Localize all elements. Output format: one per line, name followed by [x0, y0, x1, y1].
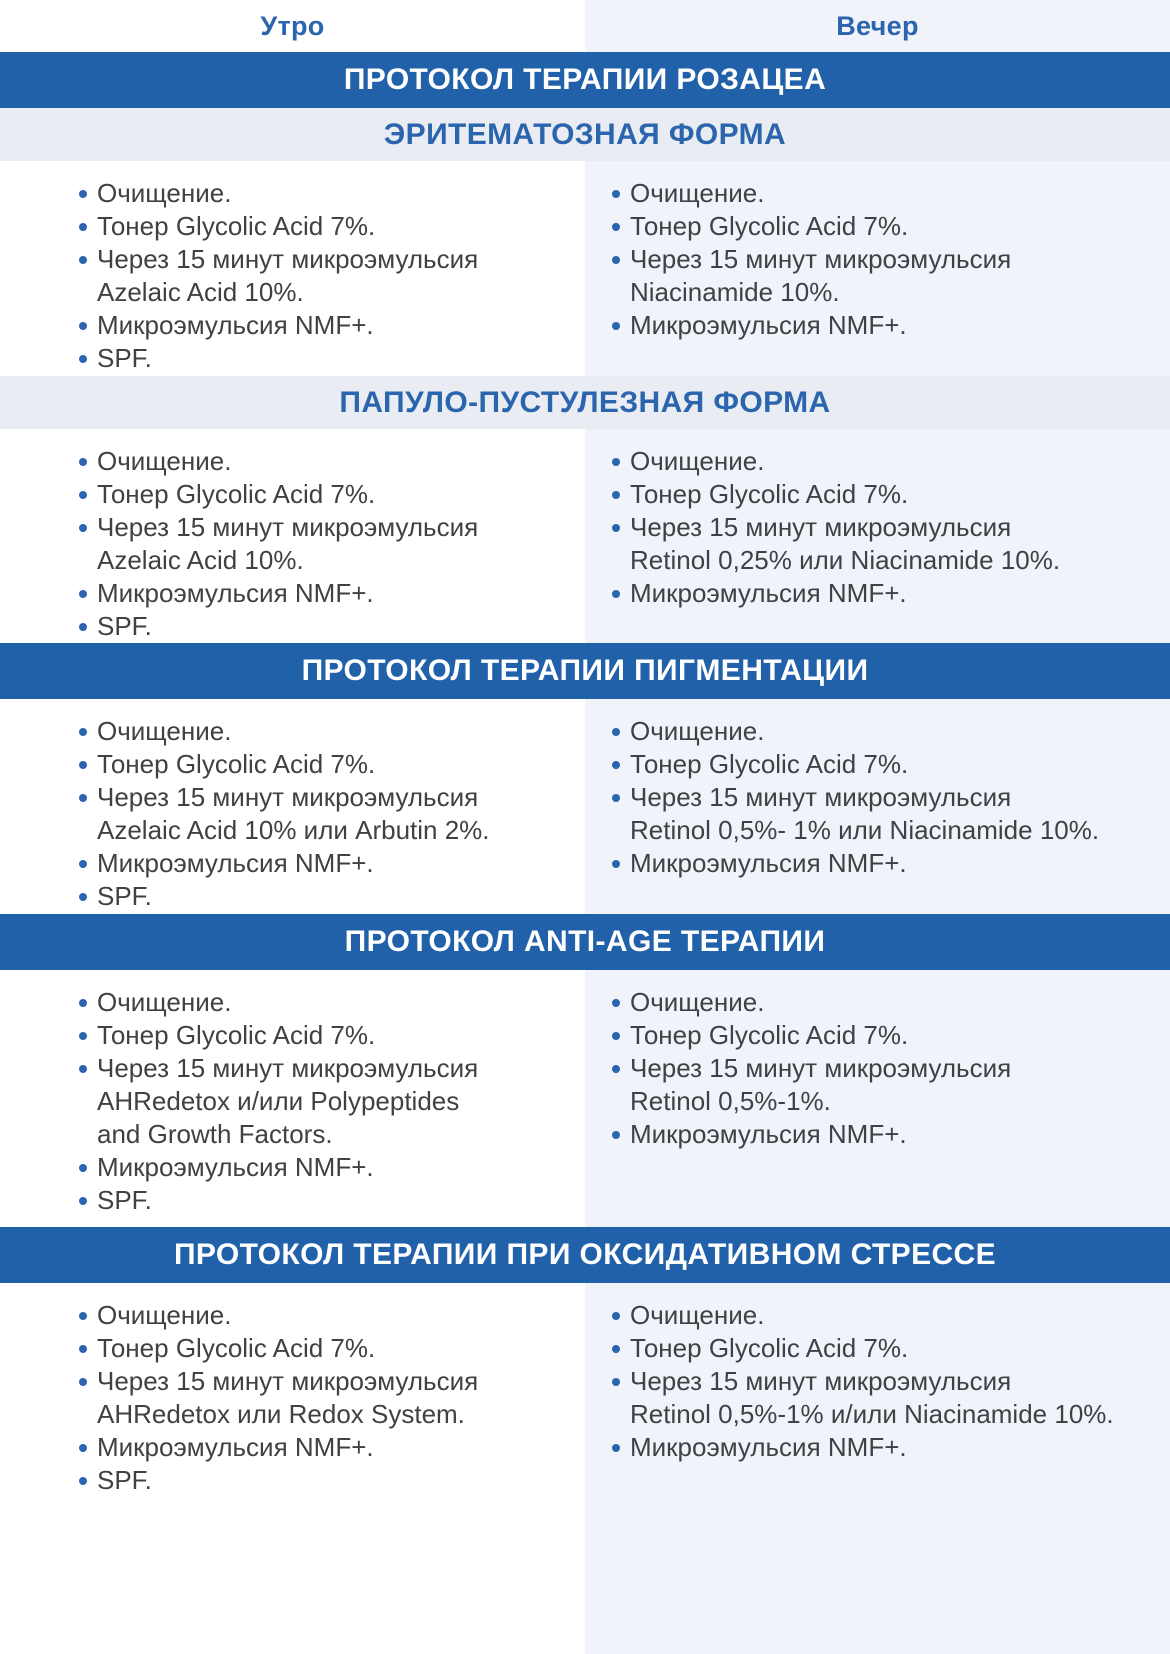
step-text [97, 177, 585, 210]
step-text [97, 1431, 585, 1464]
step-text [97, 1332, 585, 1365]
bullet-icon [612, 1378, 620, 1386]
morning-list [72, 177, 585, 375]
bullet-icon [79, 1312, 87, 1320]
step-text [630, 1332, 1170, 1365]
step-text [97, 243, 585, 309]
step-text-line: Микроэмульсия NMF+. [97, 848, 374, 878]
step-text-line: Тонер Glycolic Acid 7%. [630, 1333, 909, 1363]
step-text [97, 610, 585, 643]
protocol-row [0, 1283, 1170, 1654]
bullet-icon [79, 458, 87, 466]
morning-cell [0, 970, 585, 1227]
section-banner [0, 52, 1170, 108]
step-text-line: Azelaic Acid 10%. [97, 277, 304, 307]
step-text [630, 243, 1170, 309]
bullet-icon [79, 999, 87, 1007]
section-title: ПРОТОКОЛ ТЕРАПИИ ПРИ ОКСИДАТИВНОМ СТРЕССЕ [173, 1238, 997, 1271]
step-text-line: Микроэмульсия NMF+. [630, 848, 907, 878]
bullet-icon [79, 893, 87, 901]
bullet-icon [612, 491, 620, 499]
bullet-icon [79, 322, 87, 330]
subsection-title: ПАПУЛО-ПУСТУЛЕЗНАЯ ФОРМА [339, 385, 831, 419]
step-text-line: SPF. [97, 1185, 152, 1215]
morning-list [72, 1299, 585, 1497]
step-text [630, 715, 1170, 748]
column-header-row [0, 0, 1170, 52]
bullet-icon [79, 1032, 87, 1040]
section-banner [0, 914, 1170, 970]
protocol-step-item [605, 445, 1170, 478]
bullet-icon [79, 491, 87, 499]
step-text-line: Azelaic Acid 10%. [97, 545, 304, 575]
bullet-icon [79, 728, 87, 736]
step-text-line: Микроэмульсия NMF+. [630, 1119, 907, 1149]
step-text-line: SPF. [97, 611, 152, 641]
protocol-step-item [605, 210, 1170, 243]
step-text [630, 986, 1170, 1019]
step-text-line: Очищение. [97, 987, 232, 1017]
protocol-step-item [605, 577, 1170, 610]
bullet-icon [612, 524, 620, 532]
step-text-line: Микроэмульсия NMF+. [630, 578, 907, 608]
bullet-icon [612, 190, 620, 198]
bullet-icon [612, 860, 620, 868]
bullet-icon [79, 860, 87, 868]
step-text-line: Через 15 минут микроэмульсия [97, 244, 479, 274]
step-text-line: Микроэмульсия NMF+. [97, 1152, 374, 1182]
protocol-step-item [72, 986, 585, 1019]
step-text [630, 748, 1170, 781]
bullet-icon [612, 1032, 620, 1040]
bullet-icon [612, 590, 620, 598]
bullet-icon [79, 761, 87, 769]
protocol-step-item [72, 511, 585, 577]
step-text-line: Через 15 минут микроэмульсия [630, 244, 1012, 274]
step-text-line: Очищение. [630, 1300, 765, 1330]
evening-cell [585, 429, 1170, 643]
subsection-banner [0, 108, 1170, 161]
section-banner [0, 1227, 1170, 1283]
bullet-icon [612, 999, 620, 1007]
protocol-step-item [72, 1464, 585, 1497]
bullet-icon [79, 623, 87, 631]
step-text-line: Очищение. [630, 446, 765, 476]
step-text-line: SPF. [97, 343, 152, 373]
step-text [630, 847, 1170, 880]
morning-cell [0, 161, 585, 376]
step-text [97, 1365, 585, 1431]
step-text-line: AHRedetox или Redox System. [97, 1399, 465, 1429]
step-text-line: Retinol 0,25% или Niacinamide 10%. [630, 545, 1061, 575]
column-header-morning [0, 0, 585, 52]
protocol-row [0, 970, 1170, 1227]
step-text-line: Очищение. [97, 446, 232, 476]
bullet-icon [612, 1345, 620, 1353]
bullet-icon [79, 1444, 87, 1452]
morning-cell [0, 1283, 585, 1654]
protocol-step-item [605, 177, 1170, 210]
step-text-line: Через 15 минут микроэмульсия [97, 1366, 479, 1396]
step-text [630, 1365, 1170, 1431]
bullet-icon [79, 1065, 87, 1073]
step-text-line: Retinol 0,5%-1% и/или Niacinamide 10%. [630, 1399, 1114, 1429]
protocol-step-item [72, 880, 585, 913]
step-text [630, 781, 1170, 847]
bullet-icon [612, 728, 620, 736]
step-text [97, 511, 585, 577]
protocol-step-item [605, 511, 1170, 577]
step-text [97, 1019, 585, 1052]
protocol-step-item [72, 1184, 585, 1217]
bullet-icon [79, 1345, 87, 1353]
step-text [97, 342, 585, 375]
bullet-icon [612, 1131, 620, 1139]
morning-list [72, 715, 585, 913]
step-text [630, 1118, 1170, 1151]
protocol-step-item [72, 1151, 585, 1184]
step-text [630, 1019, 1170, 1052]
step-text-line: Тонер Glycolic Acid 7%. [97, 211, 376, 241]
bullet-icon [612, 1312, 620, 1320]
step-text-line: Через 15 минут микроэмульсия [630, 512, 1012, 542]
step-text [97, 309, 585, 342]
morning-list [72, 986, 585, 1217]
section-banner [0, 643, 1170, 699]
step-text-line: Микроэмульсия NMF+. [97, 1432, 374, 1462]
step-text-line: Тонер Glycolic Acid 7%. [630, 749, 909, 779]
evening-cell [585, 970, 1170, 1227]
step-text-line: Niacinamide 10%. [630, 277, 840, 307]
step-text-line: Очищение. [97, 178, 232, 208]
bullet-icon [79, 524, 87, 532]
bullet-icon [79, 223, 87, 231]
bullet-icon [612, 1444, 620, 1452]
step-text-line: Микроэмульсия NMF+. [97, 310, 374, 340]
step-text-line: Через 15 минут микроэмульсия [630, 1053, 1012, 1083]
step-text [97, 1052, 585, 1151]
step-text-line: Тонер Glycolic Acid 7%. [97, 1020, 376, 1050]
step-text [97, 781, 585, 847]
bullet-icon [612, 256, 620, 264]
step-text-line: Тонер Glycolic Acid 7%. [630, 211, 909, 241]
morning-cell [0, 429, 585, 643]
protocol-step-item [72, 1299, 585, 1332]
bullet-icon [79, 355, 87, 363]
protocol-step-item [72, 847, 585, 880]
evening-cell [585, 161, 1170, 376]
step-text [97, 1184, 585, 1217]
bullet-icon [79, 1378, 87, 1386]
bullet-icon [79, 590, 87, 598]
step-text [97, 748, 585, 781]
protocol-step-item [72, 309, 585, 342]
step-text [630, 511, 1170, 577]
subsection-title: ЭРИТЕМАТОЗНАЯ ФОРМА [383, 117, 787, 151]
step-text-line: Через 15 минут микроэмульсия [97, 512, 479, 542]
protocol-step-item [605, 1431, 1170, 1464]
protocol-step-item [605, 1365, 1170, 1431]
protocol-step-item [72, 610, 585, 643]
protocol-step-item [72, 177, 585, 210]
protocol-row [0, 699, 1170, 914]
evening-cell [585, 1283, 1170, 1654]
step-text [630, 1431, 1170, 1464]
protocol-step-item [605, 1019, 1170, 1052]
step-text [97, 880, 585, 913]
step-text [97, 445, 585, 478]
step-text [630, 1052, 1170, 1118]
protocol-step-item [72, 1365, 585, 1431]
step-text-line: Retinol 0,5%-1%. [630, 1086, 831, 1116]
bullet-icon [79, 1477, 87, 1485]
protocol-step-item [605, 1118, 1170, 1151]
evening-list [605, 445, 1170, 610]
protocol-row [0, 161, 1170, 376]
protocol-step-item [72, 1019, 585, 1052]
step-text-line: Через 15 минут микроэмульсия [630, 782, 1012, 812]
step-text [630, 1299, 1170, 1332]
step-text-line: Тонер Glycolic Acid 7%. [97, 479, 376, 509]
step-text [630, 478, 1170, 511]
protocol-step-item [72, 342, 585, 375]
step-text-line: Очищение. [630, 716, 765, 746]
step-text [97, 577, 585, 610]
bullet-icon [612, 458, 620, 466]
bullet-icon [79, 794, 87, 802]
step-text [630, 577, 1170, 610]
protocol-step-item [72, 577, 585, 610]
bullet-icon [79, 190, 87, 198]
protocol-step-item [72, 715, 585, 748]
protocol-step-item [605, 478, 1170, 511]
step-text-line: Очищение. [630, 178, 765, 208]
bullet-icon [79, 1197, 87, 1205]
section-title: ПРОТОКОЛ ТЕРАПИИ ПИГМЕНТАЦИИ [301, 654, 869, 687]
step-text-line: SPF. [97, 1465, 152, 1495]
step-text [97, 847, 585, 880]
step-text-line: Через 15 минут микроэмульсия [97, 1053, 479, 1083]
protocol-step-item [72, 748, 585, 781]
step-text [97, 986, 585, 1019]
bullet-icon [79, 256, 87, 264]
step-text-line: Через 15 минут микроэмульсия [630, 1366, 1012, 1396]
evening-list [605, 1299, 1170, 1464]
step-text-line: Очищение. [97, 1300, 232, 1330]
protocol-step-item [605, 1332, 1170, 1365]
step-text-line: Azelaic Acid 10% или Arbutin 2%. [97, 815, 490, 845]
bullet-icon [612, 761, 620, 769]
morning-label: Утро [260, 10, 325, 41]
step-text-line: and Growth Factors. [97, 1119, 333, 1149]
evening-list [605, 715, 1170, 880]
evening-list [605, 986, 1170, 1151]
step-text-line: Тонер Glycolic Acid 7%. [630, 1020, 909, 1050]
protocol-step-item [72, 210, 585, 243]
bullet-icon [612, 322, 620, 330]
protocol-step-item [72, 243, 585, 309]
step-text-line: Микроэмульсия NMF+. [97, 578, 374, 608]
protocol-step-item [605, 1299, 1170, 1332]
step-text-line: Микроэмульсия NMF+. [630, 310, 907, 340]
protocol-step-item [72, 445, 585, 478]
protocol-step-item [72, 1332, 585, 1365]
step-text-line: AHRedetox и/или Polypeptides [97, 1086, 460, 1116]
morning-cell [0, 699, 585, 914]
step-text [630, 177, 1170, 210]
protocol-step-item [605, 1052, 1170, 1118]
evening-list [605, 177, 1170, 342]
step-text-line: SPF. [97, 881, 152, 911]
protocol-step-item [72, 1052, 585, 1151]
step-text [97, 715, 585, 748]
step-text-line: Очищение. [630, 987, 765, 1017]
column-header-evening [585, 0, 1170, 52]
protocol-step-item [72, 478, 585, 511]
step-text-line: Через 15 минут микроэмульсия [97, 782, 479, 812]
step-text-line: Retinol 0,5%- 1% или Niacinamide 10%. [630, 815, 1100, 845]
protocol-step-item [605, 986, 1170, 1019]
bullet-icon [612, 1065, 620, 1073]
bullet-icon [612, 794, 620, 802]
protocol-row [0, 429, 1170, 643]
protocol-step-item [605, 781, 1170, 847]
section-title: ПРОТОКОЛ ТЕРАПИИ РОЗАЦЕА [343, 63, 827, 96]
step-text [97, 1464, 585, 1497]
step-text [97, 1151, 585, 1184]
step-text [630, 445, 1170, 478]
step-text [97, 1299, 585, 1332]
step-text [97, 478, 585, 511]
protocol-step-item [72, 1431, 585, 1464]
protocol-step-item [605, 748, 1170, 781]
step-text [630, 210, 1170, 243]
evening-label: Вечер [836, 10, 919, 41]
step-text-line: Очищение. [97, 716, 232, 746]
protocol-step-item [605, 243, 1170, 309]
morning-list [72, 445, 585, 643]
step-text [630, 309, 1170, 342]
bullet-icon [612, 223, 620, 231]
protocol-step-item [605, 715, 1170, 748]
step-text-line: Тонер Glycolic Acid 7%. [97, 1333, 376, 1363]
step-text-line: Тонер Glycolic Acid 7%. [630, 479, 909, 509]
step-text-line: Микроэмульсия NMF+. [630, 1432, 907, 1462]
step-text-line: Тонер Glycolic Acid 7%. [97, 749, 376, 779]
section-title: ПРОТОКОЛ ANTI-AGE ТЕРАПИИ [344, 925, 826, 958]
protocol-step-item [605, 847, 1170, 880]
subsection-banner [0, 376, 1170, 429]
protocol-step-item [72, 781, 585, 847]
evening-cell [585, 699, 1170, 914]
bullet-icon [79, 1164, 87, 1172]
protocol-step-item [605, 309, 1170, 342]
step-text [97, 210, 585, 243]
